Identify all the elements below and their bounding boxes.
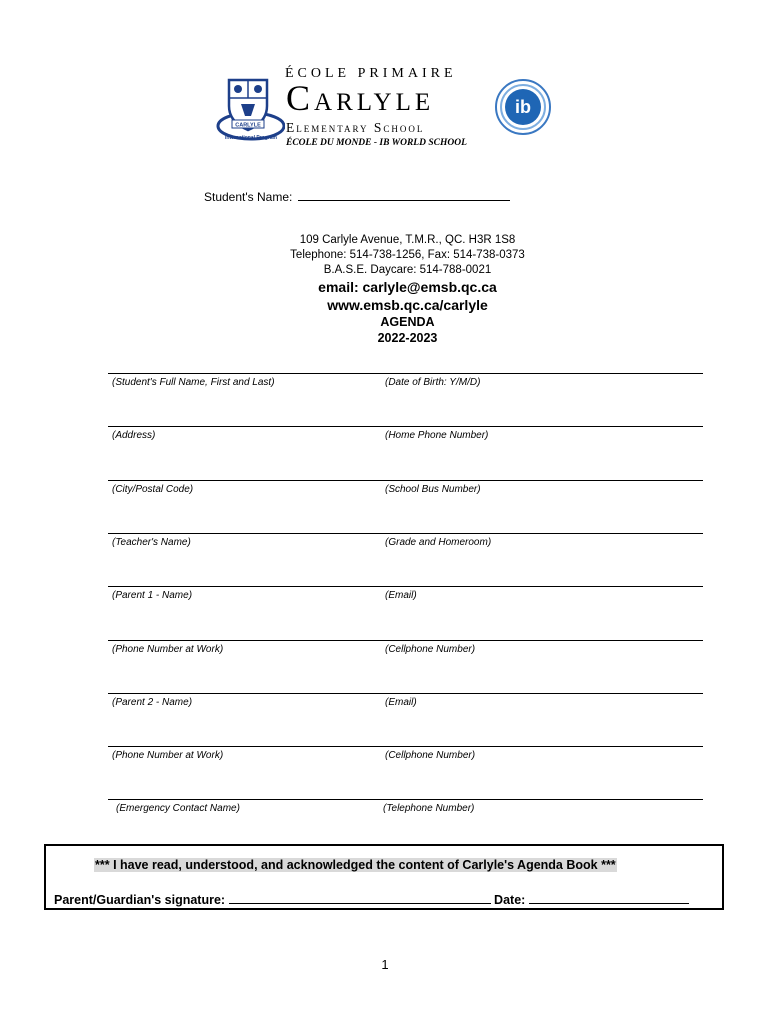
school-website: www.emsb.qc.ca/carlyle [327,297,488,313]
form-label: (Address) [112,430,156,441]
form-label: (Email) [385,697,417,708]
school-tagline: ÉCOLE DU MONDE - IB WORLD SCHOOL [286,138,467,148]
form-label: (Parent 1 - Name) [112,590,193,601]
form-field-line[interactable] [108,799,703,800]
agenda-title: AGENDA [380,315,435,329]
form-field-line[interactable] [108,533,703,534]
form-label: (Phone Number at Work) [112,644,224,655]
contact-info [200,233,615,346]
school-address: 109 Carlyle Avenue, T.M.R., QC. H3R 1S8 [299,234,516,246]
form-field-line[interactable] [108,746,703,747]
form-label: (Email) [385,590,417,601]
school-name-prefix: ÉCOLE PRIMAIRE [285,66,457,81]
date-label: Date: [494,893,526,907]
student-name-label: Student's Name: [204,190,293,204]
signature-label: Parent/Guardian's signature: [54,893,226,907]
form-field-line[interactable] [108,426,703,427]
form-label: (Parent 2 - Name) [112,697,193,708]
signature-line[interactable] [229,892,491,904]
acknowledgement-box [44,844,724,910]
form-field-line[interactable] [108,373,703,374]
ib-world-school-logo [494,78,552,136]
svg-text:CARLYLE: CARLYLE [235,122,261,129]
school-subtitle: Elementary School [286,120,425,135]
form-label: (Cellphone Number) [385,750,476,761]
daycare-phone: B.A.S.E. Daycare: 514-788-0021 [323,264,492,276]
acknowledgement-statement: *** I have read, understood, and acknowledged the content of Carlyle's Agenda Book *** [95,858,616,872]
signature-row [54,892,689,907]
form-field-line[interactable] [108,586,703,587]
form-label: (City/Postal Code) [112,484,194,495]
school-telephone: Telephone: 514-738-1256, Fax: 514-738-0373 [290,249,525,261]
student-name-line[interactable] [298,188,510,201]
form-label: (Student's Full Name, First and Last) [112,377,275,388]
form-label: (Telephone Number) [383,803,475,814]
form-field-line[interactable] [108,480,703,481]
school-email: email: carlyle@emsb.qc.ca [318,279,497,295]
form-label: (Emergency Contact Name) [116,803,240,814]
form-label: (Phone Number at Work) [112,750,224,761]
form-label: (School Bus Number) [385,484,481,495]
form-field-line[interactable] [108,640,703,641]
form-label: (Teacher's Name) [112,537,191,548]
school-year: 2022-2023 [377,331,438,345]
form-label: (Home Phone Number) [385,430,489,441]
school-name: Carlyle [286,78,435,118]
student-name-field[interactable] [204,188,510,204]
form-field-line[interactable] [108,693,703,694]
form-label: (Grade and Homeroom) [385,537,492,548]
school-crest-logo [215,76,285,142]
page-number: 1 [381,957,389,972]
form-label: (Date of Birth: Y/M/D) [385,377,481,388]
date-line[interactable] [529,892,689,904]
svg-text:International Program: International Program [225,135,277,141]
form-label: (Cellphone Number) [385,644,476,655]
svg-text:ib: ib [515,97,531,117]
